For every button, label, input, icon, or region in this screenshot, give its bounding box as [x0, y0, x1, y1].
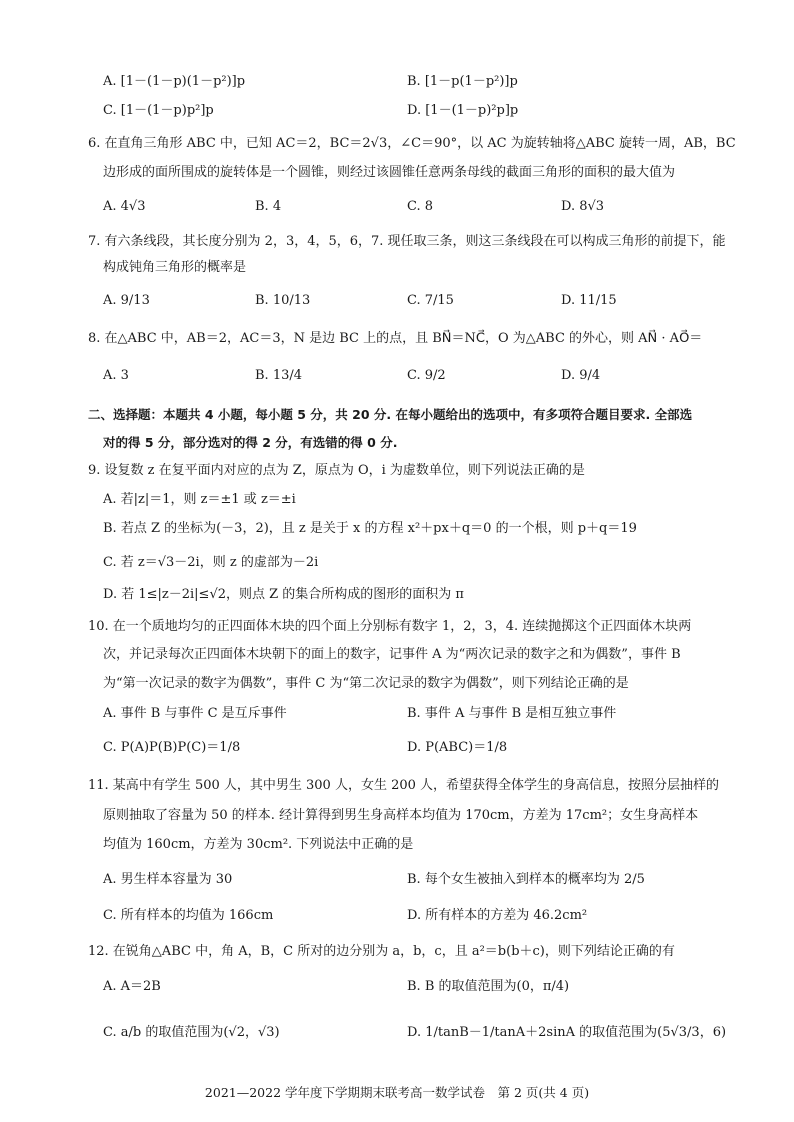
q7-option-b: B. 10/13 [255, 293, 311, 308]
q12-option-d: D. 1/tanB－1/tanA＋2sinA 的取值范围为(5√3/3，6) [407, 1025, 727, 1040]
q7-option-c: C. 7/15 [407, 293, 454, 308]
q11-option-a: A. 男生样本容量为 30 [103, 872, 233, 887]
q5-option-c: C. [1－(1－p)p²]p [103, 103, 214, 118]
q9-stem: 9. 设复数 z 在复平面内对应的点为 Z，原点为 O，i 为虚数单位，则下列说法正确的是 [88, 463, 585, 478]
q7-option-a: A. 9/13 [103, 293, 150, 308]
q8-option-b: B. 13/4 [255, 368, 303, 383]
q6-option-d: D. 8√3 [561, 199, 605, 214]
q10-option-a: A. 事件 B 与事件 C 是互斥事件 [103, 706, 287, 721]
q7-option-d: D. 11/15 [561, 293, 617, 308]
q6-option-c: C. 8 [407, 199, 434, 214]
q7-stem-line1: 7. 有六条线段，其长度分别为 2，3，4，5，6，7. 现任取三条，则这三条线段在可以构成三角形的前提下，能 [88, 234, 726, 249]
section2-heading-line1: 二、选择题：本题共 4 小题，每小题 5 分，共 20 分. 在每小题给出的选项中，有多项符合题目要求. 全部选 [88, 407, 693, 422]
q11-option-b: B. 每个女生被抽入到样本的概率均为 2/5 [407, 872, 645, 887]
q11-option-c: C. 所有样本的均值为 166cm [103, 908, 274, 923]
q6-stem-line2: 边形成的面所围成的旋转体是一个圆锥，则经过该圆锥任意两条母线的截面三角形的面积的最大值为 [103, 165, 676, 180]
q10-stem-line3: 为“第一次记录的数字为偶数”，事件 C 为“第二次记录的数字为偶数”，则下列结论正确的是 [103, 676, 629, 691]
q8-option-a: A. 3 [103, 368, 129, 383]
q12-option-b: B. B 的取值范围为(0，π/4) [407, 979, 570, 994]
q11-option-d: D. 所有样本的方差为 46.2cm² [407, 908, 588, 923]
q5-option-b: B. [1－p(1－p²)]p [407, 74, 518, 89]
q5-option-a: A. [1－(1－p)(1－p²)]p [103, 74, 246, 89]
page-footer: 2021—2022 学年度下学期期末联考高一数学试卷 第 2 页(共 4 页) [204, 1085, 590, 1100]
q9-option-d: D. 若 1≤|z－2i|≤√2，则点 Z 的集合所构成的图形的面积为 π [103, 587, 464, 602]
q9-option-b: B. 若点 Z 的坐标为(－3，2)，且 z 是关于 x 的方程 x²＋px＋q＝0 的一个根，则 p＋q＝19 [103, 521, 637, 536]
q9-option-a: A. 若|z|＝1，则 z＝±1 或 z＝±i [103, 492, 296, 507]
q10-stem-line2: 次，并记录每次正四面体木块朝下的面上的数字，记事件 A 为“两次记录的数字之和为偶数”，事件 B [103, 647, 681, 662]
section2-heading-line2: 对的得 5 分，部分选对的得 2 分，有选错的得 0 分. [103, 435, 398, 450]
q12-option-c: C. a/b 的取值范围为(√2，√3) [103, 1025, 280, 1040]
q5-option-d: D. [1－(1－p)²p]p [407, 103, 519, 118]
q12-option-a: A. A＝2B [103, 979, 161, 994]
q12-stem: 12. 在锐角△ABC 中，角 A，B，C 所对的边分别为 a，b，c，且 a²＝b(b＋c)，则下列结论正确的有 [88, 944, 675, 959]
q10-option-c: C. P(A)P(B)P(C)＝1/8 [103, 740, 241, 755]
q11-stem-line3: 均值为 160cm，方差为 30cm². 下列说法中正确的是 [103, 837, 414, 852]
q11-stem-line2: 原则抽取了容量为 50 的样本. 经计算得到男生身高样本均值为 170cm，方差为 17cm²；女生身高样本 [103, 808, 699, 823]
q10-stem-line1: 10. 在一个质地均匀的正四面体木块的四个面上分别标有数字 1，2，3，4. 连续抛掷这个正四面体木块两 [88, 619, 692, 634]
q11-stem-line1: 11. 某高中有学生 500 人，其中男生 300 人，女生 200 人，希望获得全体学生的身高信息，按照分层抽样的 [88, 778, 720, 793]
q6-stem-line1: 6. 在直角三角形 ABC 中，已知 AC＝2，BC＝2√3，∠C＝90°，以 AC 为旋转轴将△ABC 旋转一周，AB，BC [88, 136, 736, 151]
q9-option-c: C. 若 z＝√3－2i，则 z 的虚部为－2i [103, 555, 319, 570]
q10-option-d: D. P(ABC)＝1/8 [407, 740, 508, 755]
q8-stem-line1: 8. 在△ABC 中，AB＝2，AC＝3，N 是边 BC 上的点，且 BN⃗＝NC⃗，O 为△ABC 的外心，则 AN⃗ · AO⃗＝ [88, 331, 703, 346]
q10-option-b: B. 事件 A 与事件 B 是相互独立事件 [407, 706, 617, 721]
q7-stem-line2: 构成钝角三角形的概率是 [103, 260, 247, 275]
q6-option-b: B. 4 [255, 199, 282, 214]
q8-option-d: D. 9/4 [561, 368, 601, 383]
q6-option-a: A. 4√3 [103, 199, 146, 214]
q8-option-c: C. 9/2 [407, 368, 446, 383]
